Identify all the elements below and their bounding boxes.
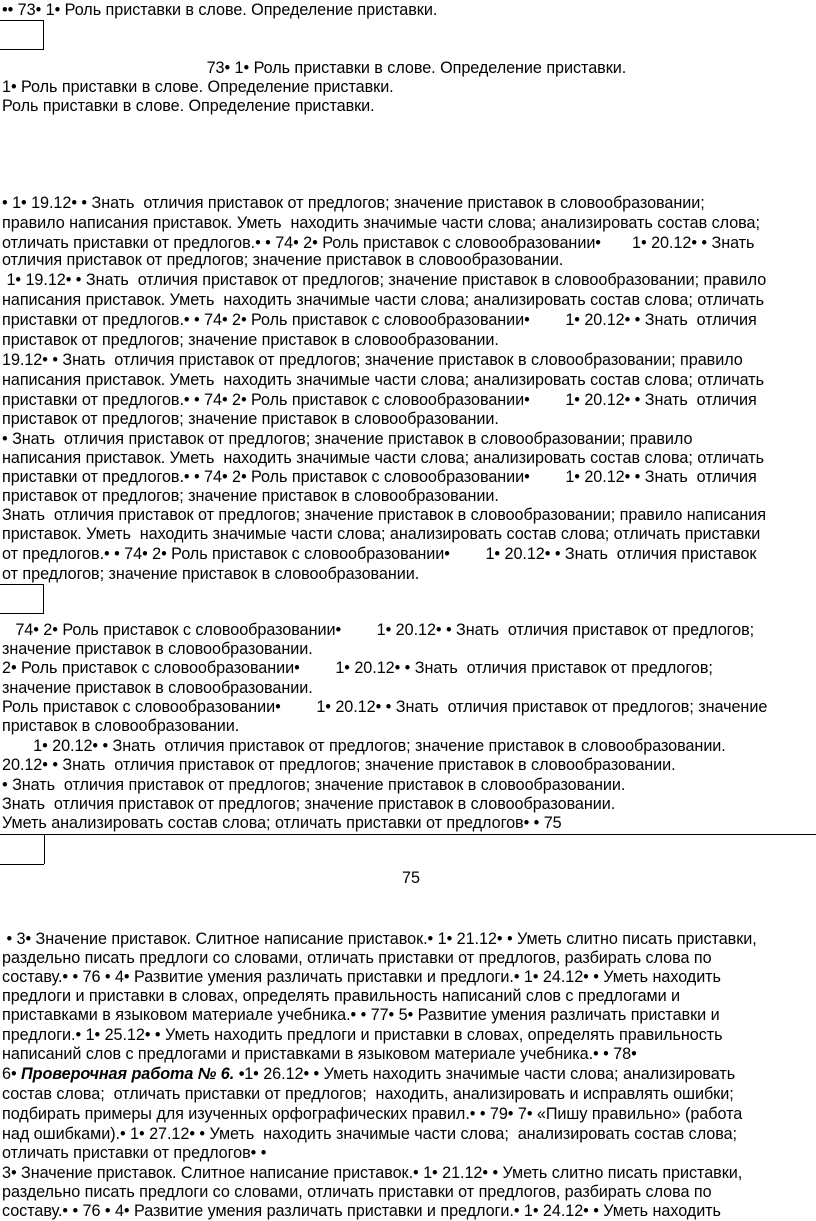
text-line: • 3• Значение приставок. Слитное написание приставок.• 1• 21.12• • Уметь слитно писать приставки,	[2, 930, 757, 948]
text-line: 20.12• • Знать отличия приставок от предлогов; значение приставок в словообразовании.	[2, 756, 676, 774]
footer-rule	[0, 834, 816, 835]
text-line: предлоги и приставки в словах, определять правильность написаний слов с предлогами и	[2, 987, 681, 1005]
table-cell-box	[0, 20, 44, 50]
text-line: состав слова; отличать приставки от предлогов; находить, анализировать и исправлять ошибки;	[2, 1085, 734, 1103]
text-line: раздельно писать предлоги со словами, отличать приставки от предлогов, разбирать слова по	[2, 1183, 712, 1201]
text-line: приставок от предлогов; значение приставок в словообразовании.	[2, 410, 499, 428]
text-line: отличия приставок от предлогов; значение приставок в словообразовании.	[2, 251, 564, 269]
text-line: 2• Роль приставок с словообразовании• 1• 20.12• • Знать отличия приставок от предлогов;	[2, 659, 713, 677]
text-line: приставки от предлогов.• • 74• 2• Роль приставок с словообразовании• 1• 20.12• • Знать отличия	[2, 391, 757, 409]
text-line: правило написания приставок. Уметь находить значимые части слова; анализировать состав слова;	[2, 214, 760, 232]
text-line: значение приставок в словообразовании.	[2, 640, 313, 658]
text-line: приставок. Уметь находить значимые части слова; анализировать состав слова; отличать приставки	[2, 525, 761, 543]
text-line: 19.12• • Знать отличия приставок от предлогов; значение приставок в словообразовании; правило	[2, 351, 743, 369]
footer-rule-bottom	[0, 864, 44, 865]
text-line: составу.• • 76 • 4• Развитие умения различать приставки и предлоги.• 1• 24.12• • Уметь находить	[2, 968, 721, 986]
text-line: приставки от предлогов.• • 74• 2• Роль приставок с словообразовании• 1• 20.12• • Знать отличия	[2, 468, 757, 486]
text-line: Уметь анализировать состав слова; отличать приставки от предлогов• • 75	[2, 814, 562, 832]
test-line	[2, 1064, 814, 1084]
text-line: написаний слов с предлогами и приставками в языковом материале учебника.• • 78•	[2, 1045, 637, 1063]
test-title: Проверочная работа № 6. •	[21, 1065, 245, 1083]
header-line-2: 73• 1• Роль приставки в слове. Определение приставки.	[2, 59, 627, 77]
text-line: составу.• • 76 • 4• Развитие умения различать приставки и предлоги.• 1• 24.12• • Уметь находить	[2, 1202, 721, 1220]
text-line: от предлогов.• • 74• 2• Роль приставок с словообразовании• 1• 20.12• • Знать отличия приставок	[2, 545, 757, 563]
page-number: 75	[401, 869, 420, 887]
header-line-3: 1• Роль приставки в слове. Определение приставки.	[2, 78, 394, 96]
text-line: • Знать отличия приставок от предлогов; значение приставок в словообразовании.	[2, 776, 626, 794]
text-line: 3• Значение приставок. Слитное написание приставок.• 1• 21.12• • Уметь слитно писать приставки,	[2, 1164, 743, 1182]
footer-rule-divider	[44, 834, 45, 864]
text-line: написания приставок. Уметь находить значимые части слова; анализировать состав слова; отличать	[2, 449, 764, 467]
text-line: Знать отличия приставок от предлогов; значение приставок в словообразовании.	[2, 795, 616, 813]
text-line: 1• 19.12• • Знать отличия приставок от предлогов; значение приставок в словообразовании; правило	[2, 271, 767, 289]
text-line: приставок от предлогов; значение приставок в словообразовании.	[2, 487, 499, 505]
test-number: 6•	[2, 1065, 22, 1083]
text-line: предлоги.• 1• 25.12• • Уметь находить предлоги и приставки в словах, определять правильность	[2, 1026, 723, 1044]
text-line: • Знать отличия приставок от предлогов; значение приставок в словообразовании; правило	[2, 430, 693, 448]
text-line: приставками в языковом материале учебника.• • 77• 5• Развитие умения различать приставки и	[2, 1006, 720, 1024]
text-line: отличать приставки от предлогов.• • 74• 2• Роль приставок с словообразовании• 1• 20.12• • Знать	[2, 234, 755, 252]
test-description: 1• 26.12• • Уметь находить значимые части слова; анализировать	[244, 1065, 736, 1083]
text-line: значение приставок в словообразовании.	[2, 679, 313, 697]
header-line-4: Роль приставки в слове. Определение приставки.	[2, 97, 375, 115]
text-line: раздельно писать предлоги со словами, отличать приставки от предлогов, разбирать слова по	[2, 949, 712, 967]
text-line: написания приставок. Уметь находить значимые части слова; анализировать состав слова; отличать	[2, 371, 764, 389]
text-line: 74• 2• Роль приставок с словообразовании• 1• 20.12• • Знать отличия приставок от предлогов;	[2, 621, 755, 639]
text-line: 1• 20.12• • Знать отличия приставок от предлогов; значение приставок в словообразовании.	[2, 737, 726, 755]
text-line: Роль приставок с словообразовании• 1• 20.12• • Знать отличия приставок от предлогов; значение	[2, 698, 768, 716]
text-line: приставок от предлогов; значение приставок в словообразовании.	[2, 331, 499, 349]
text-line: приставок в словообразовании.	[2, 717, 240, 735]
text-line: отличать приставки от предлогов• •	[2, 1144, 267, 1162]
text-line: от предлогов; значение приставок в словообразовании.	[2, 565, 420, 583]
table-cell-box	[0, 584, 44, 614]
text-line: подбирать примеры для изученных орфографических правил.• • 79• 7• «Пишу правильно» (работа	[2, 1105, 743, 1123]
text-line: написания приставок. Уметь находить значимые части слова; анализировать состав слова; отличать	[2, 291, 764, 309]
text-line: • 1• 19.12• • Знать отличия приставок от предлогов; значение приставок в словообразовании;	[2, 194, 705, 212]
text-line: приставки от предлогов.• • 74• 2• Роль приставок с словообразовании• 1• 20.12• • Знать отличия	[2, 311, 757, 329]
text-line: Знать отличия приставок от предлогов; значение приставок в словообразовании; правило написания	[2, 506, 766, 524]
text-line: над ошибками).• 1• 27.12• • Уметь находить значимые части слова; анализировать состав слова;	[2, 1125, 738, 1143]
header-line-1: •• 73• 1• Роль приставки в слове. Определение приставки.	[2, 1, 438, 19]
